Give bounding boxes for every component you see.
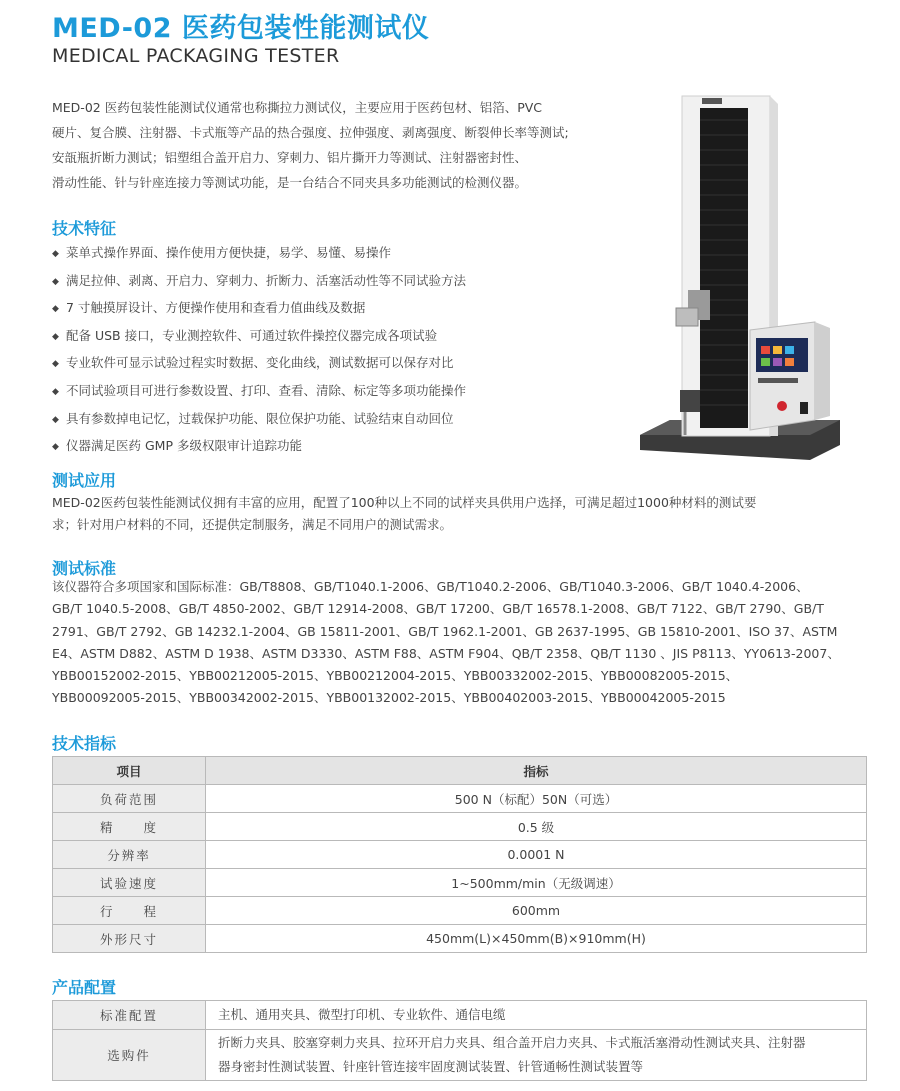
standards-line: GB/T 1040.5-2008、GB/T 4850-2002、GB/T 12914-2008、GB/T 17200、GB/T 16578.1-2008、GB/T 7122、GB/T 2790、GB/T: [52, 601, 824, 617]
diamond-bullet-icon: ◆: [52, 414, 59, 425]
application-line: 求；针对用户材料的不同，还提供定制服务，满足不同用户的测试需求。: [52, 517, 453, 532]
diamond-bullet-icon: ◆: [52, 442, 59, 453]
column-header: 项目: [53, 757, 206, 785]
diamond-bullet-icon: ◆: [52, 249, 59, 259]
diamond-bullet-icon: ◆: [52, 359, 59, 370]
specs-table: [52, 756, 867, 953]
table-cell-label: 试验速度: [53, 869, 206, 897]
tester-machine-image: [640, 90, 845, 470]
diamond-bullet-icon: ◆: [52, 386, 59, 397]
table-cell-value: 0.0001 N: [206, 841, 867, 869]
column-header: 指标: [206, 757, 867, 785]
standards-line: YBB00092005-2015、YBB00342002-2015、YBB00132002-2015、YBB00402003-2015、YBB00042005-2015: [52, 690, 726, 706]
diamond-bullet-icon: ◆: [52, 276, 59, 287]
table-cell-value: 600mm: [206, 897, 867, 925]
diamond-bullet-icon: ◆: [52, 304, 59, 315]
list-item: [52, 268, 612, 296]
feature-text: 仪器满足医药 GMP 多级权限审计追踪功能: [66, 438, 302, 454]
table-row: [53, 1030, 867, 1081]
application-line: MED-02医药包装性能测试仪拥有丰富的应用，配置了100种以上不同的试样夹具供用户选择，可满足超过1000种材料的测试要: [52, 495, 757, 510]
config-line: 折断力夹具、胶塞穿刺力夹具、拉环开启力夹具、组合盖开启力夹具、卡式瓶活塞滑动性测试夹具、注射器: [218, 1035, 806, 1050]
standards-title: 测试标准: [52, 559, 117, 578]
page-subtitle: MEDICAL PACKAGING TESTER: [52, 45, 340, 67]
intro-text: [52, 95, 612, 195]
config-title: 产品配置: [52, 978, 117, 997]
intro-line: 安瓿瓶折断力测试；铝塑组合盖开启力、穿刺力、铝片撕开力等测试、注射器密封性、: [52, 150, 528, 165]
list-item: [52, 350, 612, 378]
feature-text: 不同试验项目可进行参数设置、打印、查看、清除、标定等多项功能操作: [66, 382, 467, 398]
list-item: [52, 323, 612, 351]
table-cell-label: 精 度: [53, 813, 206, 841]
config-line: 器身密封性测试装置、针座针管连接牢固度测试装置、针管通畅性测试装置等: [218, 1059, 644, 1074]
application-text: [52, 492, 867, 536]
features-title: 技术特征: [52, 219, 117, 238]
table-row: [53, 785, 867, 813]
specs-title: 技术指标: [52, 734, 117, 753]
table-cell-label: 负荷范围: [53, 785, 206, 813]
list-item: [52, 406, 612, 434]
table-row: [53, 897, 867, 925]
table-cell-value: 0.5 级: [206, 813, 867, 841]
list-item: [52, 295, 612, 323]
page-title: MED-02 医药包装性能测试仪: [52, 13, 430, 44]
standards-line: E4、ASTM D882、ASTM D 1938、ASTM D3330、ASTM F88、ASTM F904、QB/T 2358、QB/T 1130 、JIS P8113、YY0613-2007、: [52, 645, 840, 661]
feature-text: 菜单式操作界面、操作使用方便快捷，易学、易懂、易操作: [66, 245, 392, 260]
standards-text: [52, 576, 867, 710]
table-row: [53, 1001, 867, 1030]
table-row: [53, 813, 867, 841]
list-item: [52, 433, 612, 461]
feature-text: 7 寸触摸屏设计、方便操作使用和查看力值曲线及数据: [66, 300, 366, 316]
application-title: 测试应用: [52, 471, 117, 490]
table-row: [53, 841, 867, 869]
list-item: [52, 240, 612, 268]
table-cell-value: 500 N（标配）50N（可选）: [206, 785, 867, 813]
table-cell-label: 外形尺寸: [53, 925, 206, 953]
config-table: [52, 1000, 867, 1081]
standards-line: 该仪器符合多项国家和国际标准：GB/T8808、GB/T1040.1-2006、GB/T1040.2-2006、GB/T1040.3-2006、GB/T 1040.4-2006、: [52, 579, 809, 594]
intro-line: 滑动性能、针与针座连接力等测试功能，是一台结合不同夹具多功能测试的检测仪器。: [52, 175, 528, 190]
table-cell-value: 主机、通用夹具、微型打印机、专业软件、通信电缆: [206, 1001, 867, 1030]
table-cell-label: 分辨率: [53, 841, 206, 869]
standards-line: YBB00152002-2015、YBB00212005-2015、YBB00212004-2015、YBB00332002-2015、YBB00082005-2015、: [52, 668, 739, 684]
standards-line: 2791、GB/T 2792、GB 14232.1-2004、GB 15811-2001、GB/T 1962.1-2001、GB 2637-1995、GB 15810-2001、ISO 37、ASTM: [52, 623, 838, 639]
table-row: [53, 925, 867, 953]
feature-text: 具有参数掉电记忆，过载保护功能、限位保护功能、试验结束自动回位: [66, 410, 454, 426]
diamond-bullet-icon: ◆: [52, 331, 59, 342]
feature-text: 配备 USB 接口，专业测控软件、可通过软件操控仪器完成各项试验: [66, 327, 438, 343]
feature-text: 专业软件可显示试验过程实时数据、变化曲线，测试数据可以保存对比: [66, 355, 454, 371]
features-list: [52, 240, 612, 461]
table-cell-label: 标准配置: [53, 1001, 206, 1030]
table-cell-label: 行 程: [53, 897, 206, 925]
table-row: [53, 869, 867, 897]
table-cell-label: 选购件: [53, 1030, 206, 1081]
feature-text: 满足拉伸、剥离、开启力、穿刺力、折断力、活塞活动性等不同试验方法: [66, 272, 467, 288]
list-item: [52, 378, 612, 406]
table-cell-value: 450mm(L)×450mm(B)×910mm(H): [206, 925, 867, 953]
table-cell-value: [206, 1030, 867, 1081]
table-header-row: [53, 757, 867, 785]
table-cell-value: 1~500mm/min（无级调速）: [206, 869, 867, 897]
intro-line: MED-02 医药包装性能测试仪通常也称撕拉力测试仪，主要应用于医药包材、铝箔、PVC: [52, 100, 543, 115]
intro-line: 硬片、复合膜、注射器、卡式瓶等产品的热合强度、拉伸强度、剥离强度、断裂伸长率等测试;: [52, 125, 569, 140]
